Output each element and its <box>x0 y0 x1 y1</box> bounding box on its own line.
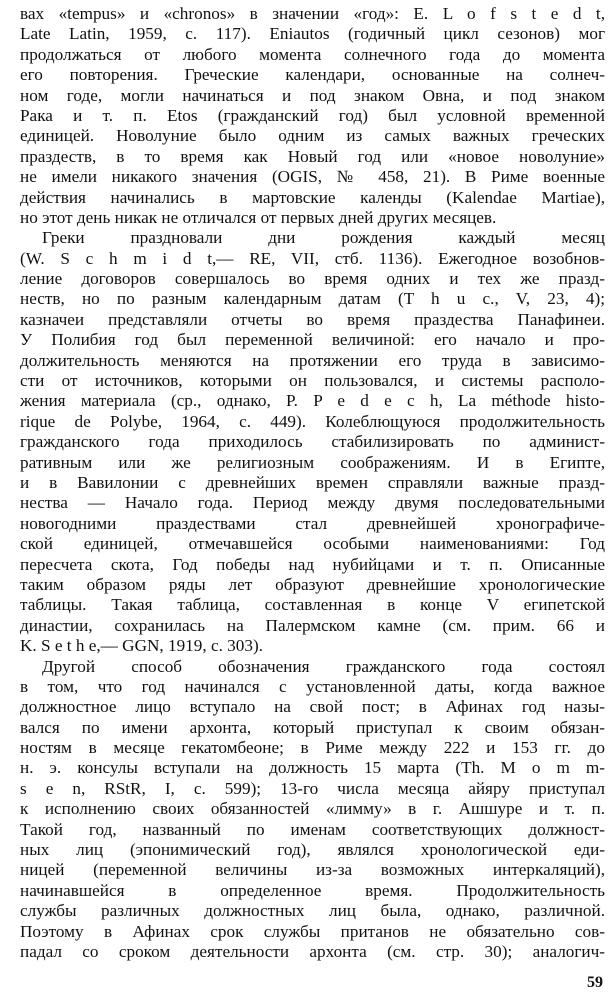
text-line: продолжаться от любого момента солнечного года до момента <box>20 44 605 64</box>
text-line: неств, но по разным календарным датам (T h u c., V, 23, 4); <box>20 289 605 309</box>
text-line: нества — Начало года. Период между двумя последовательными <box>20 493 605 513</box>
text-line: ление договоров совершалось во время одних и тех же празд- <box>20 269 605 289</box>
text-line: не имели никакого значения (OGIS, № 458, 21). В Риме военные <box>20 167 605 187</box>
text-line: в том, что год начинался с установленной даты, когда важное <box>20 676 605 696</box>
text-line: rique de Polybe, 1964, с. 449). Колеблющуюся продолжительность <box>20 411 605 431</box>
text-line: к исполнению своих обязанностей «лимму» в г. Ашшуре и т. п. <box>20 799 605 819</box>
text-line: ностям в месяце гекатомбеоне; в Риме между 222 и 153 гг. до <box>20 738 605 758</box>
text-line: династии, сохранилась на Палермском камне (см. прим. 66 и <box>20 615 605 635</box>
page-number: 59 <box>587 974 603 991</box>
body-text <box>20 4 605 962</box>
text-line: Такой год, названный по именам соответствующих должност- <box>20 819 605 839</box>
text-line: Рака и т. п. Etos (гражданский год) был условной временной <box>20 105 605 125</box>
text-line: ративным или же религиозным соображениям. И в Египте, <box>20 452 605 472</box>
text-line: Греки праздновали дни рождения каждый месяц <box>42 228 605 248</box>
text-line: ном годе, могли начинаться и под знаком Овна, и под знаком <box>20 85 605 105</box>
text-line: s e n, RStR, I, с. 599); 13-го числа месяца айяру приступал <box>20 778 605 798</box>
text-line: У Полибия год был переменной величиной: его начало и про- <box>20 330 605 350</box>
text-line: ных лиц (эпонимический год), являлся хронологической еди- <box>20 840 605 860</box>
text-line: начинавшейся в определенное время. Продолжительность <box>20 880 605 900</box>
text-line: сти от источников, которыми он пользовался, и системы располо- <box>20 371 605 391</box>
text-line: новогодними праздествами стал древнейшей хронографиче- <box>20 513 605 533</box>
text-line: Другой способ обозначения гражданского года состоял <box>42 656 605 676</box>
text-line: вах «tempus» и «chronos» в значении «год»: E. L o f s t e d t, <box>20 4 605 23</box>
text-line: праздеств, в то время как Новый год или «новое новолуние» <box>20 146 605 166</box>
text-line: вался по имени архонта, который приступал к своим обязан- <box>20 717 605 737</box>
text-line: должностное лицо вступало на свой пост; в Афинах год назы- <box>20 697 605 717</box>
text-line: и в Вавилонии с древнейших времен справляли важные празд- <box>20 472 605 492</box>
text-line: единицей. Новолуние было одним из самых важных греческих <box>20 126 605 146</box>
text-line: пересчета скота, Год победы над нубийцами и т. п. Описанные <box>20 554 605 574</box>
text-line: его повторения. Греческие календари, основанные на солнеч- <box>20 65 605 85</box>
text-line: падал со сроком деятельности архонта (см. стр. 30); аналогич- <box>20 941 605 961</box>
text-line: таким образом ряды лет образуют древнейшие хронологические <box>20 574 605 594</box>
text-line: но этот день никак не отличался от первых дней других месяцев. <box>20 207 497 227</box>
text-line: гражданского года приходилось стабилизировать по админист- <box>20 432 605 452</box>
text-line: казначеи представляли отчеты во время праздества Панафинеи. <box>20 309 605 329</box>
text-line: таблицы. Такая таблица, составленная в конце V египетской <box>20 595 605 615</box>
text-line: ницей (переменной величины из-за возможных интеркаляций), <box>20 860 605 880</box>
text-line: K. S e t h e,— GGN, 1919, с. 303). <box>20 636 263 656</box>
text-line: ской единицей, отмечавшейся особыми наименованиями: Год <box>20 534 605 554</box>
text-line: жения материала (ср., однако, P. P e d e c h, La méthode histo- <box>20 391 605 411</box>
text-line: Поэтому в Афинах срок службы пританов не обязательно сов- <box>20 921 605 941</box>
text-line: н. э. консулы вступали на должность 15 марта (Th. M o m m- <box>20 758 605 778</box>
text-line: действия начинались в мартовские календы (Kalendae Martiae), <box>20 187 605 207</box>
text-line: (W. S c h m i d t,— RE, VII, стб. 1136). Ежегодное возобнов- <box>20 248 605 268</box>
text-line: Late Latin, 1959, с. 117). Eniautos (годичный цикл сезонов) мог <box>20 24 605 44</box>
text-line: должительность меняются на протяжении его труда в зависимо- <box>20 350 605 370</box>
text-line: службы различных должностных лиц была, однако, различной. <box>20 901 605 921</box>
